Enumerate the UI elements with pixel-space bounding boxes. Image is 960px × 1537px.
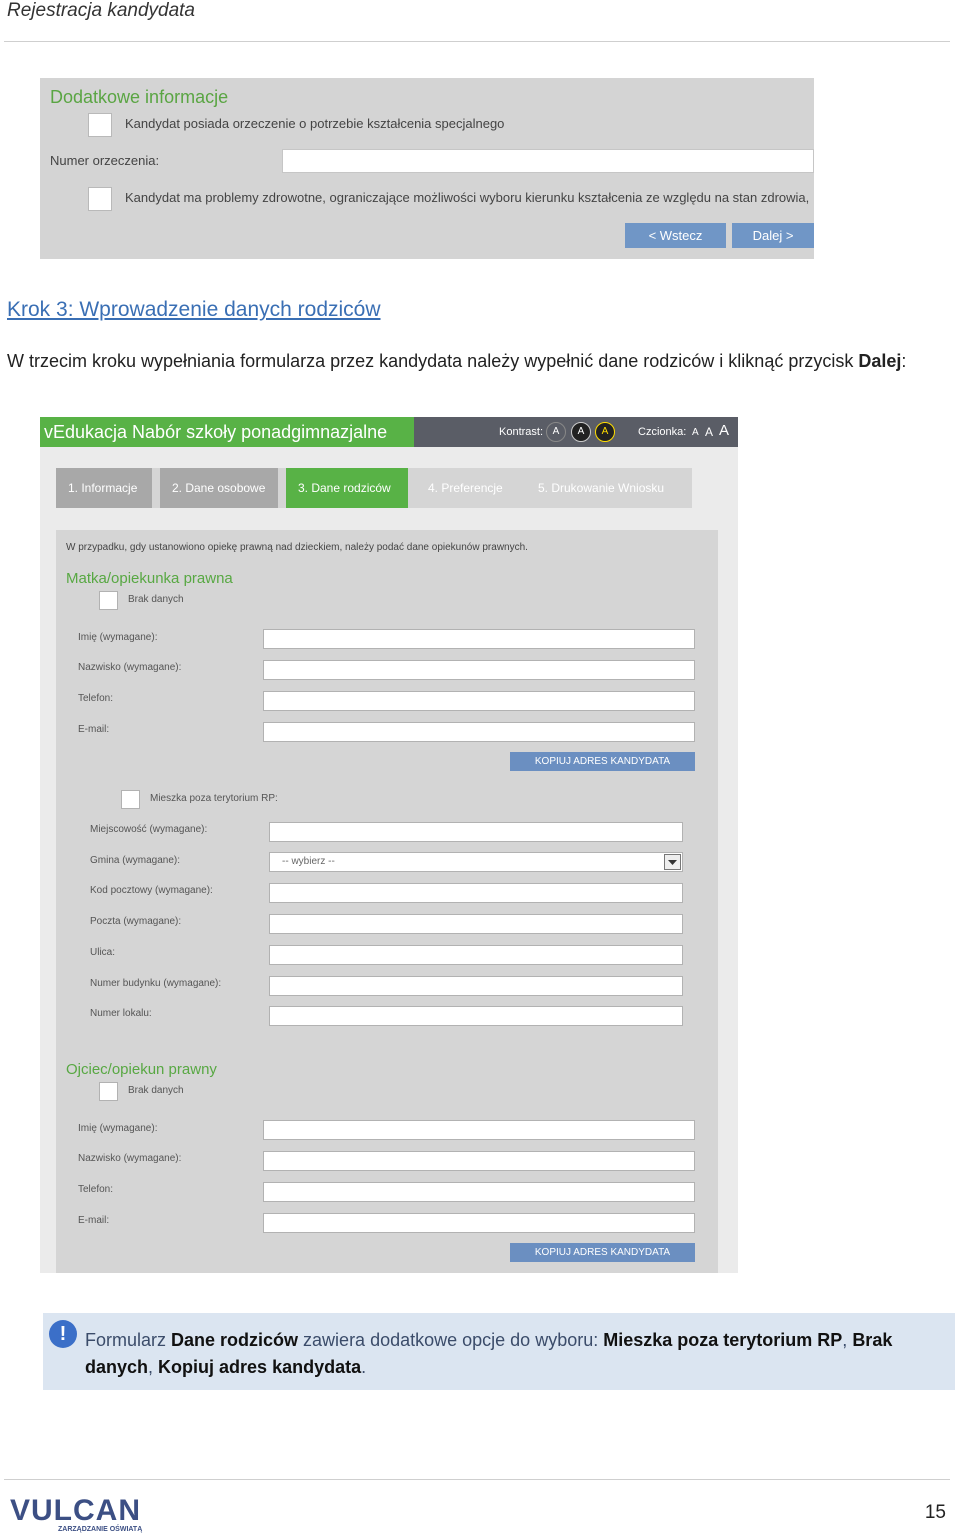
section-heading: Krok 3: Wprowadzenie danych rodziców	[7, 298, 381, 321]
chevron-down-icon	[664, 854, 681, 870]
additional-info-title: Dodatkowe informacje	[50, 87, 229, 107]
father-email-label: E-mail:	[78, 1215, 110, 1226]
mother-gmina-label: Gmina (wymagane):	[90, 855, 181, 866]
mother-gmina-placeholder: -- wybierz --	[282, 856, 335, 867]
note-text-1: Formularz	[85, 1330, 172, 1350]
wizard-steps	[56, 468, 692, 508]
father-heading: Ojciec/opiekun prawny	[66, 1061, 217, 1078]
app-title: vEdukacja Nabór szkoły ponadgimnazjalne	[40, 417, 414, 447]
note-text-2: zawiera dodatkowe opcje do wyboru:	[298, 1330, 604, 1350]
font-size-small[interactable]: A	[692, 427, 699, 438]
father-first-name-input[interactable]	[263, 1120, 695, 1140]
font-size-medium[interactable]: A	[705, 425, 714, 439]
note-text-4: ,	[148, 1357, 159, 1377]
note-text-5: .	[361, 1357, 367, 1377]
step-informacje[interactable]: 1. Informacje	[56, 468, 152, 508]
mother-apartment-label: Numer lokalu:	[90, 1008, 152, 1019]
note-bold-3: Brak danych	[85, 1330, 893, 1377]
step-preferencje[interactable]: 4. Preferencje	[416, 468, 518, 508]
note-bold-2: Mieszka poza terytorium RP	[603, 1330, 843, 1350]
special-needs-label: Kandydat posiada orzeczenie o potrzebie kształcenia specjalnego	[125, 116, 505, 131]
step-dane-osobowe[interactable]: 2. Dane osobowe	[160, 468, 278, 508]
step-dane-rodzicow[interactable]: 3. Dane rodziców	[286, 468, 408, 508]
contrast-option-3[interactable]: A	[595, 422, 615, 442]
mother-last-name-input[interactable]	[263, 660, 695, 680]
step-description	[7, 347, 952, 376]
mother-postcode-input[interactable]	[269, 883, 683, 903]
parents-form-panel	[56, 530, 718, 1273]
step-description-tail: :	[901, 351, 907, 371]
father-no-data-checkbox[interactable]	[99, 1082, 118, 1101]
special-needs-checkbox[interactable]	[88, 113, 112, 137]
mother-heading: Matka/opiekunka prawna	[66, 570, 233, 587]
certificate-number-label: Numer orzeczenia:	[50, 153, 160, 168]
mother-first-name-label: Imię (wymagane):	[78, 632, 158, 643]
mother-first-name-input[interactable]	[263, 629, 695, 649]
additional-info-screenshot	[40, 78, 814, 259]
info-icon: !	[49, 1320, 77, 1348]
health-issues-checkbox[interactable]	[88, 187, 112, 211]
mother-gmina-select[interactable]	[269, 852, 683, 872]
mother-post-office-input[interactable]	[269, 914, 683, 934]
info-note-text	[85, 1327, 950, 1381]
back-button[interactable]: < Wstecz	[625, 223, 726, 248]
mother-city-input[interactable]	[269, 822, 683, 842]
mother-building-input[interactable]	[269, 976, 683, 996]
vulcan-logo: VULCAN	[10, 1494, 141, 1527]
font-size-large[interactable]: A	[719, 422, 730, 439]
mother-abroad-label: Mieszka poza terytorium RP:	[150, 793, 278, 804]
step-description-bold: Dalej	[858, 351, 902, 371]
mother-city-label: Miejscowość (wymagane):	[90, 824, 208, 835]
step-drukowanie[interactable]: 5. Drukowanie Wniosku	[526, 468, 692, 508]
father-phone-input[interactable]	[263, 1182, 695, 1202]
page-number: 15	[924, 1502, 946, 1523]
mother-no-data-label: Brak danych	[128, 594, 184, 605]
mother-phone-label: Telefon:	[78, 693, 114, 704]
mother-abroad-checkbox[interactable]	[121, 790, 140, 809]
mother-postcode-label: Kod pocztowy (wymagane):	[90, 885, 213, 896]
mother-email-input[interactable]	[263, 722, 695, 742]
mother-phone-input[interactable]	[263, 691, 695, 711]
footer-divider	[4, 1479, 950, 1480]
father-no-data-label: Brak danych	[128, 1085, 184, 1096]
mother-building-label: Numer budynku (wymagane):	[90, 978, 222, 989]
header-title: Rejestracja kandydata	[7, 0, 195, 21]
father-last-name-label: Nazwisko (wymagane):	[78, 1153, 182, 1164]
father-first-name-label: Imię (wymagane):	[78, 1123, 158, 1134]
mother-no-data-checkbox[interactable]	[99, 591, 118, 610]
father-phone-label: Telefon:	[78, 1184, 114, 1195]
contrast-option-1[interactable]: A	[546, 422, 566, 442]
mother-last-name-label: Nazwisko (wymagane):	[78, 662, 182, 673]
father-email-input[interactable]	[263, 1213, 695, 1233]
next-button[interactable]: Dalej >	[732, 223, 814, 248]
mother-apartment-input[interactable]	[269, 1006, 683, 1026]
note-bold-4: Kopiuj adres kandydata	[158, 1357, 362, 1377]
note-bold-1: Dane rodziców	[171, 1330, 299, 1350]
font-size-label: Czcionka:	[638, 426, 687, 438]
mother-email-label: E-mail:	[78, 724, 110, 735]
father-last-name-input[interactable]	[263, 1151, 695, 1171]
contrast-label: Kontrast:	[499, 426, 544, 438]
vulcan-logo-subtitle: ZARZĄDZANIE OŚWIATĄ	[58, 1526, 143, 1533]
health-issues-label: Kandydat ma problemy zdrowotne, ograniczające możliwości wyboru kierunku kształcenia ze względu na stan zdrowia,	[125, 190, 810, 205]
mother-street-label: Ulica:	[90, 947, 116, 958]
step-description-text: W trzecim kroku wypełniania formularza przez kandydata należy wypełnić dane rodziców i kliknąć przycisk	[7, 351, 859, 371]
note-text-3: ,	[842, 1330, 853, 1350]
father-copy-address-button[interactable]: KOPIUJ ADRES KANDYDATA	[510, 1243, 695, 1262]
contrast-option-2[interactable]: A	[571, 422, 591, 442]
info-note	[43, 1313, 955, 1390]
mother-post-office-label: Poczta (wymagane):	[90, 916, 182, 927]
guardian-note: W przypadku, gdy ustanowiono opiekę prawną nad dzieckiem, należy podać dane opiekunów prawnych.	[66, 542, 528, 553]
parents-form-screenshot	[40, 417, 738, 1273]
mother-street-input[interactable]	[269, 945, 683, 965]
certificate-number-input[interactable]	[282, 149, 814, 173]
header-divider	[4, 41, 950, 42]
mother-copy-address-button[interactable]: KOPIUJ ADRES KANDYDATA	[510, 752, 695, 771]
